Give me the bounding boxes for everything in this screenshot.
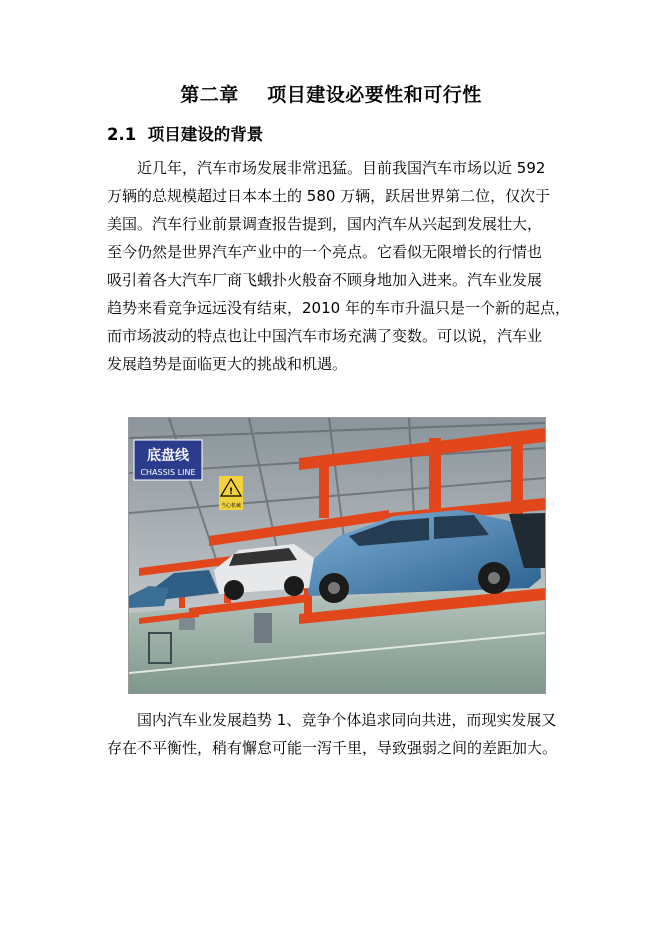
paragraph-line: 存在不平衡性，稍有懈怠可能一泻千里，导致强弱之间的差距加大。 [107, 739, 558, 757]
sign-text-en: CHASSIS LINE [140, 468, 196, 477]
paragraph-line: 近几年，汽车市场发展非常迅猛。目前我国汽车市场以近 592 [137, 159, 546, 177]
chapter-title: 第二章 项目建设必要性和可行性 [180, 84, 482, 106]
paragraph-trends [107, 706, 577, 762]
paragraph-line: 趋势来看竞争远远没有结束，2010 年的车市升温只是一个新的起点， [107, 299, 570, 317]
paragraph-line: 美国。汽车行业前景调查报告提到，国内汽车从兴起到发展壮大， [107, 215, 543, 233]
section-heading: 2.1 项目建设的背景 [107, 125, 264, 144]
paragraph-line: 万辆的总规模超过日本本土的 580 万辆，跃居世界第二位，仅次于 [107, 187, 551, 205]
svg-text:!: ! [228, 487, 234, 497]
paragraph-line: 至今仍然是世界汽车产业中的一个亮点。它看似无限增长的行情也 [107, 243, 543, 261]
paragraph-line: 吸引着各大汽车厂商飞蛾扑火般奋不顾身地加入进来。汽车业发展 [107, 271, 543, 289]
paragraph-line: 发展趋势是面临更大的挑战和机遇。 [107, 355, 348, 373]
sign-text-cn: 底盘线 [147, 448, 189, 464]
paragraph-line: 而市场波动的特点也让中国汽车市场充满了变数。可以说，汽车业 [107, 327, 543, 345]
warning-label: 当心机械 [220, 503, 242, 509]
paragraph-line: 国内汽车业发展趋势 1、竞争个体追求同向共进，而现实发展又 [137, 711, 557, 729]
paragraph-background [107, 154, 577, 378]
assembly-line-photo [128, 417, 546, 694]
